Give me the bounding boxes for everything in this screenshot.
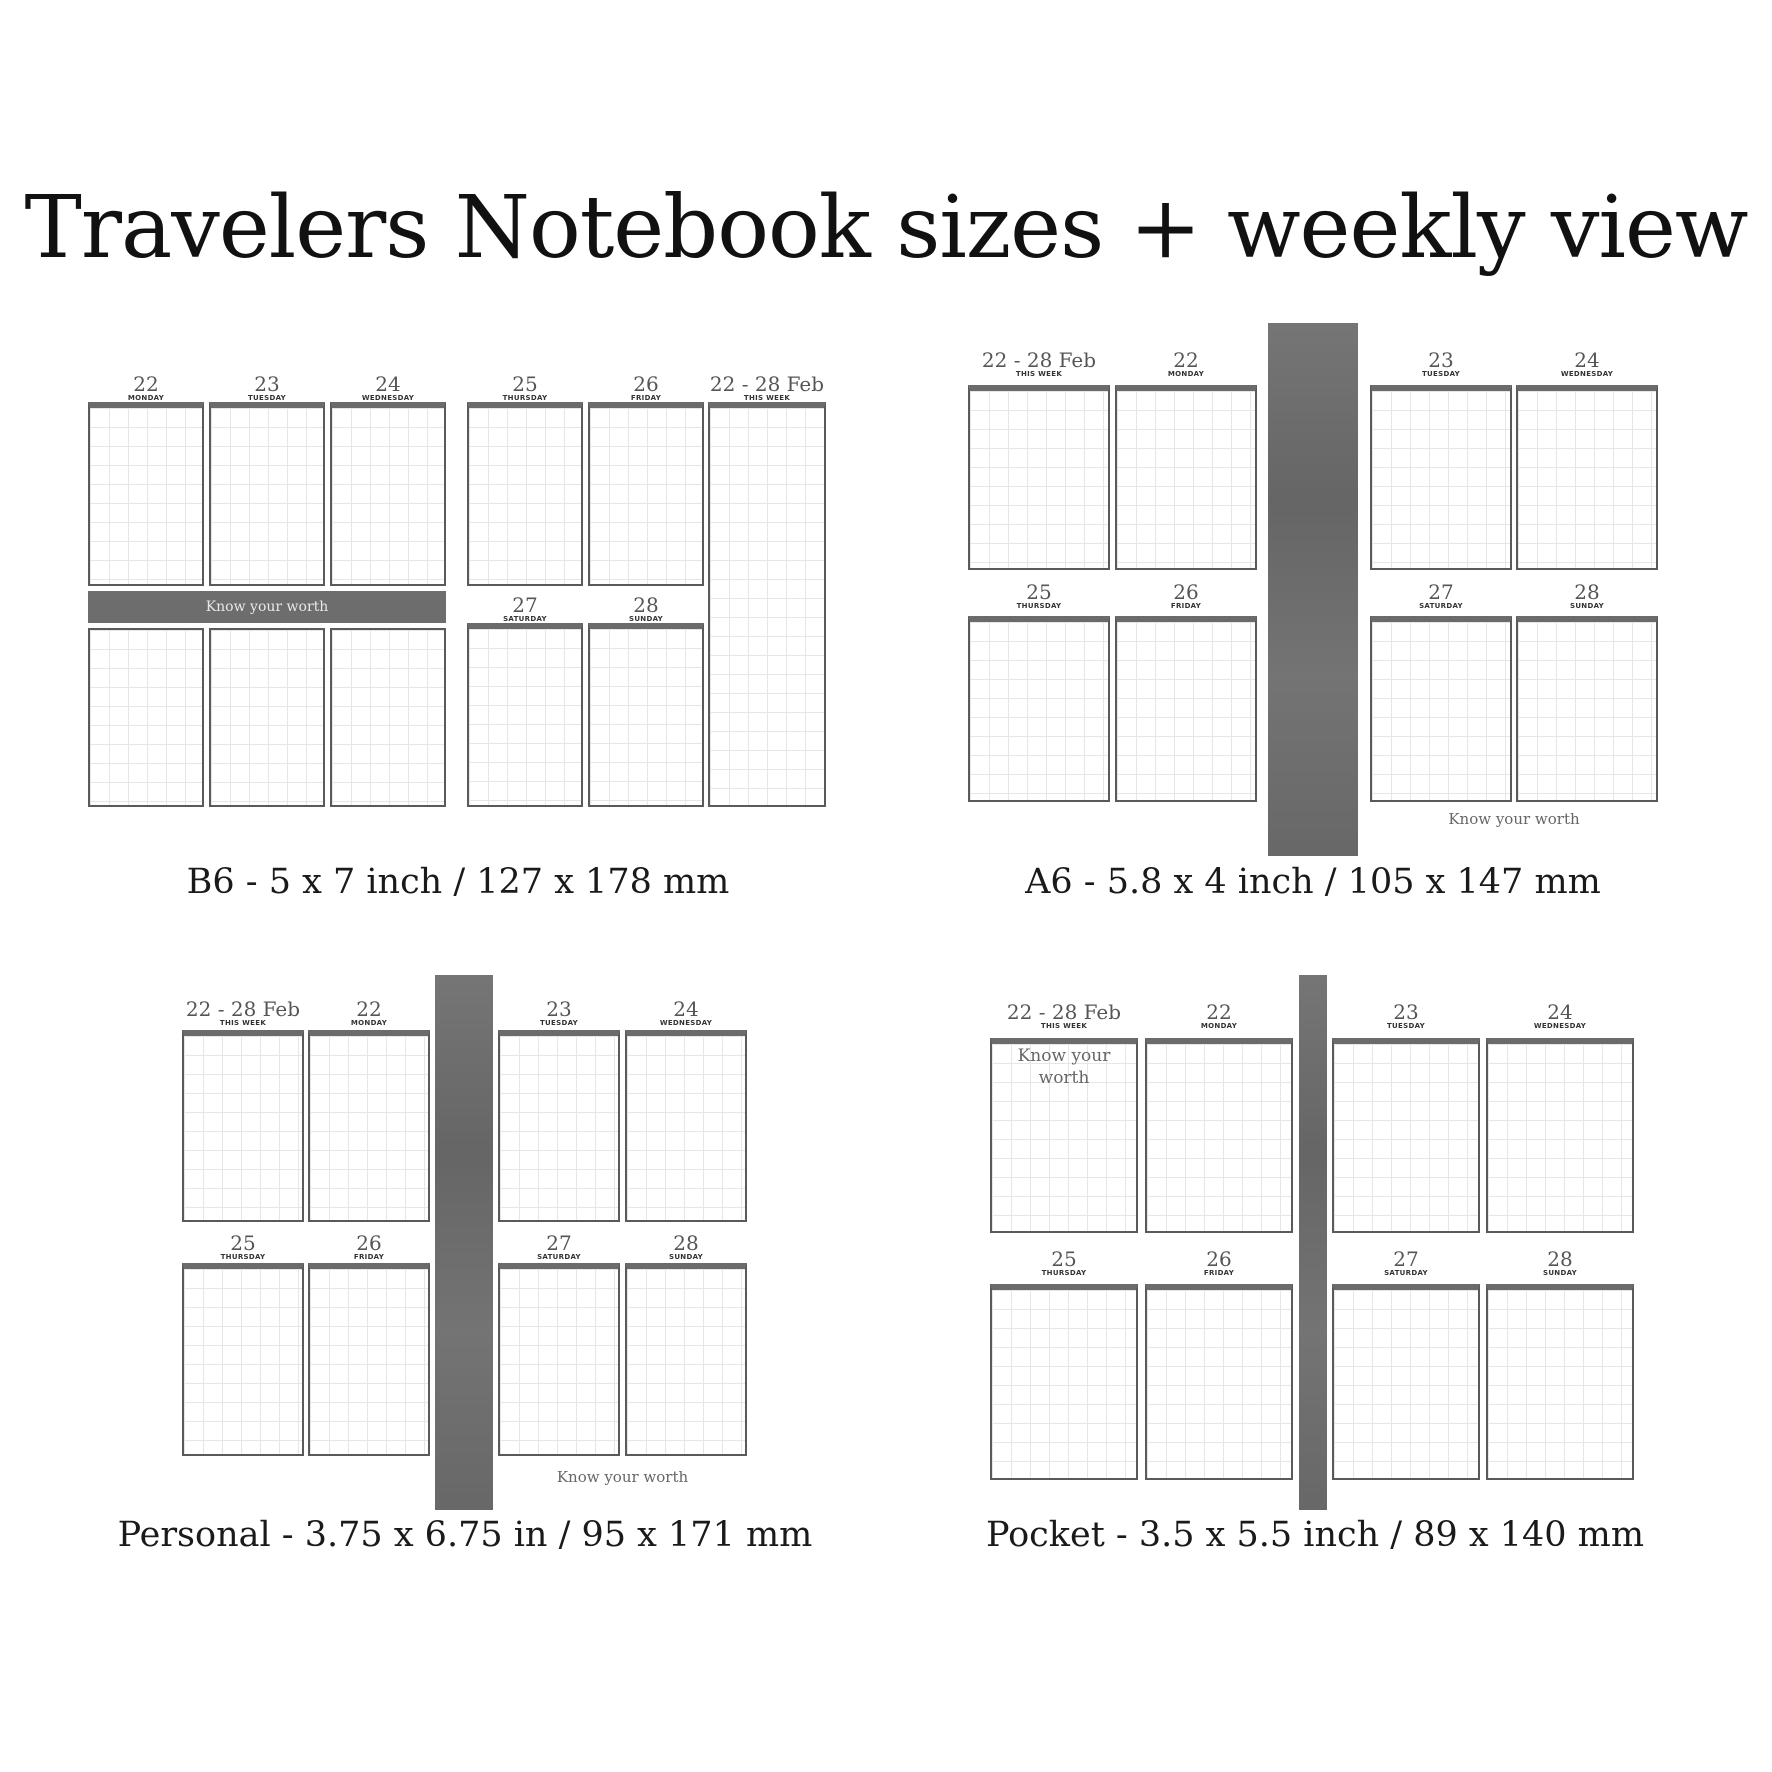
day-header-sunday: 28 SUNDAY bbox=[1569, 580, 1604, 610]
caption-personal: Personal - 3.75 x 6.75 in / 95 x 171 mm bbox=[117, 1515, 813, 1555]
day-header-wednesday: 24 WEDNESDAY bbox=[361, 372, 415, 402]
day-cell-friday bbox=[308, 1263, 430, 1456]
week-cell bbox=[968, 385, 1110, 570]
day-header-thursday: 25 THURSDAY bbox=[220, 1231, 266, 1261]
day-cell-friday bbox=[1115, 616, 1257, 802]
day-header-friday: 26 FRIDAY bbox=[1170, 580, 1202, 610]
day-header-saturday: 27 SATURDAY bbox=[537, 1231, 581, 1261]
day-header-wednesday: 24 WEDNESDAY bbox=[659, 997, 713, 1027]
day-header-tuesday: 23 TUESDAY bbox=[1386, 1000, 1425, 1030]
day-cell-sunday bbox=[625, 1263, 747, 1456]
day-header-saturday: 27 SATURDAY bbox=[503, 593, 547, 623]
week-header: 22 - 28 Feb THIS WEEK bbox=[981, 348, 1097, 378]
day-cell-saturday bbox=[1332, 1284, 1480, 1480]
day-cell-wednesday bbox=[1486, 1038, 1634, 1233]
spine-strip bbox=[435, 975, 493, 1510]
week-cell bbox=[182, 1030, 304, 1222]
day-cell-monday bbox=[1115, 385, 1257, 570]
motto-text: Know your worth bbox=[1448, 810, 1580, 828]
day-cell-sunday bbox=[588, 623, 704, 807]
day-cell-thursday bbox=[990, 1284, 1138, 1480]
day-cell-wednesday bbox=[1516, 385, 1658, 570]
day-header-thursday: 25 THURSDAY bbox=[502, 372, 548, 402]
week-cell-motto bbox=[990, 1045, 1138, 1089]
day-cell-sunday bbox=[1516, 616, 1658, 802]
day-header-friday: 26 FRIDAY bbox=[630, 372, 662, 402]
day-header-friday: 26 FRIDAY bbox=[353, 1231, 385, 1261]
day-cell-saturday bbox=[1370, 616, 1512, 802]
day-cell-tuesday bbox=[498, 1030, 620, 1222]
day-cell-tuesday bbox=[209, 402, 325, 586]
day-header-sunday: 28 SUNDAY bbox=[668, 1231, 703, 1261]
day-cell-wednesday bbox=[330, 402, 446, 586]
notes-cell bbox=[330, 628, 446, 807]
caption-b6: B6 - 5 x 7 inch / 127 x 178 mm bbox=[186, 862, 730, 902]
day-header-tuesday: 23 TUESDAY bbox=[1421, 348, 1460, 378]
day-header-monday: 22 MONDAY bbox=[127, 372, 165, 402]
motto-banner: Know your worth bbox=[88, 591, 446, 623]
day-cell-sunday bbox=[1486, 1284, 1634, 1480]
day-cell-wednesday bbox=[625, 1030, 747, 1222]
caption-pocket: Pocket - 3.5 x 5.5 inch / 89 x 140 mm bbox=[985, 1515, 1645, 1555]
day-header-thursday: 25 THURSDAY bbox=[1041, 1247, 1087, 1277]
day-header-tuesday: 23 TUESDAY bbox=[539, 997, 578, 1027]
spine-strip bbox=[1299, 975, 1327, 1510]
motto-text: Know your worth bbox=[556, 1468, 689, 1486]
day-header-sunday: 28 SUNDAY bbox=[1542, 1247, 1577, 1277]
day-cell-saturday bbox=[498, 1263, 620, 1456]
day-header-monday: 22 MONDAY bbox=[1167, 348, 1205, 378]
spine-strip bbox=[1268, 323, 1358, 856]
caption-a6: A6 - 5.8 x 4 inch / 105 x 147 mm bbox=[1025, 862, 1601, 902]
notes-cell bbox=[209, 628, 325, 807]
page-title: Travelers Notebook sizes + weekly view bbox=[24, 178, 1748, 278]
day-header-tuesday: 23 TUESDAY bbox=[247, 372, 286, 402]
day-header-saturday: 27 SATURDAY bbox=[1384, 1247, 1428, 1277]
day-cell-monday bbox=[308, 1030, 430, 1222]
day-cell-monday bbox=[1145, 1038, 1293, 1233]
week-cell bbox=[708, 402, 826, 807]
day-cell-thursday bbox=[182, 1263, 304, 1456]
week-header: 22 - 28 Feb THIS WEEK bbox=[1006, 1000, 1122, 1030]
day-cell-tuesday bbox=[1370, 385, 1512, 570]
notes-cell bbox=[88, 628, 204, 807]
motto-line: Know your bbox=[1017, 1046, 1111, 1066]
day-header-wednesday: 24 WEDNESDAY bbox=[1560, 348, 1614, 378]
motto-line: worth bbox=[1038, 1068, 1090, 1088]
week-header: 22 - 28 Feb THIS WEEK bbox=[709, 372, 825, 402]
day-cell-friday bbox=[1145, 1284, 1293, 1480]
day-header-monday: 22 MONDAY bbox=[350, 997, 388, 1027]
day-cell-thursday bbox=[467, 402, 583, 586]
day-cell-thursday bbox=[968, 616, 1110, 802]
day-cell-monday bbox=[88, 402, 204, 586]
day-cell-friday bbox=[588, 402, 704, 586]
day-header-monday: 22 MONDAY bbox=[1200, 1000, 1238, 1030]
day-header-thursday: 25 THURSDAY bbox=[1016, 580, 1062, 610]
day-header-sunday: 28 SUNDAY bbox=[628, 593, 663, 623]
day-header-wednesday: 24 WEDNESDAY bbox=[1533, 1000, 1587, 1030]
day-header-friday: 26 FRIDAY bbox=[1203, 1247, 1235, 1277]
week-header: 22 - 28 Feb THIS WEEK bbox=[185, 997, 301, 1027]
day-cell-tuesday bbox=[1332, 1038, 1480, 1233]
day-cell-saturday bbox=[467, 623, 583, 807]
day-header-saturday: 27 SATURDAY bbox=[1419, 580, 1463, 610]
